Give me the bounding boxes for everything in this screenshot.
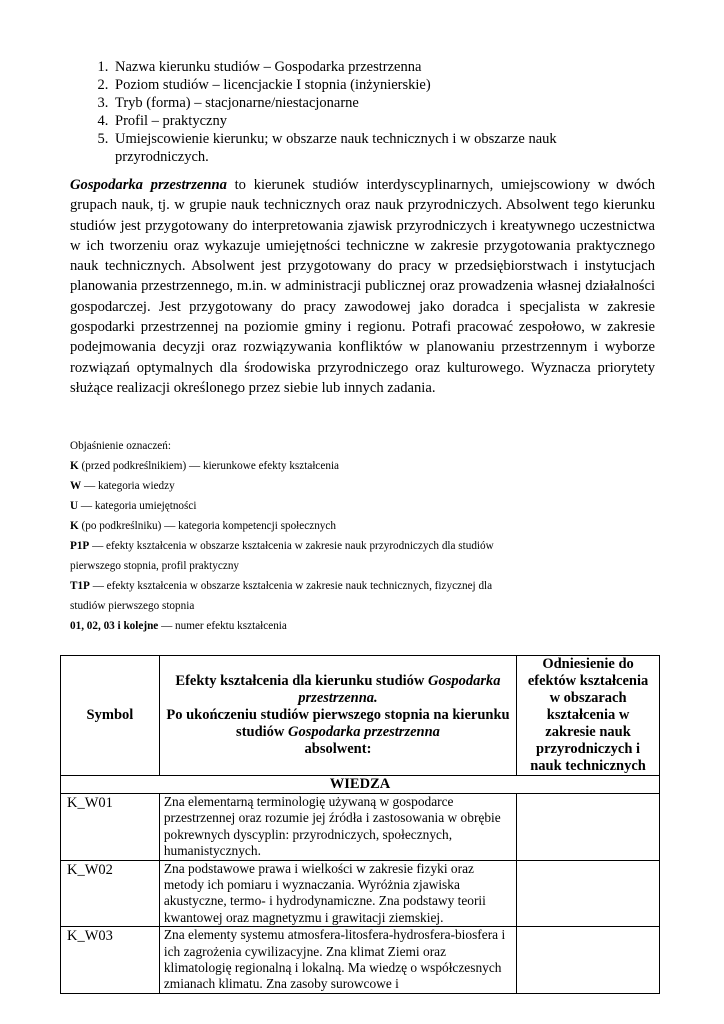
section-title: WIEDZA bbox=[61, 776, 660, 794]
legend-key: K bbox=[70, 460, 79, 472]
list-item: 4. Profil – praktyczny bbox=[112, 112, 632, 130]
legend-key: T1P bbox=[70, 580, 90, 592]
legend-item bbox=[70, 536, 540, 556]
row-description: Zna elementarną terminologię używaną w gospodarce przestrzennej oraz rozumie jej źródła i zastosowania w obrębie pokrewnych dyscyplin: przyrodniczych, społecznych, humanistycznych. bbox=[159, 794, 516, 861]
legend-text: (przed podkreślnikiem) — kierunkowe efekty kształcenia bbox=[78, 460, 340, 472]
header-effects-italic: Gospodarka przestrzenna. bbox=[298, 673, 501, 706]
table-row bbox=[61, 927, 660, 994]
description-lead: Gospodarka przestrzenna bbox=[70, 177, 227, 193]
legend-key: W bbox=[70, 480, 82, 492]
legend-key: U bbox=[70, 500, 79, 512]
legend-text: — efekty kształcenia w obszarze kształcenia w zakresie nauk technicznych, fizycznej dla bbox=[89, 580, 493, 592]
header-effects-text: Po ukończeniu studiów pierwszego stopnia na kierunku studiów bbox=[166, 707, 510, 740]
legend-key: P1P bbox=[70, 540, 90, 552]
row-description: Zna podstawowe prawa i wielkości w zakresie fizyki oraz metody ich pomiaru i wyznaczania. Wyróżnia zjawiska akustyczne, termo- i hydrodynamiczne. Zna podstawy teorii kwantowej oraz magnetyzmu i grawitacji ziemskiej. bbox=[159, 860, 516, 927]
legend-item bbox=[70, 616, 540, 636]
row-symbol: K_W02 bbox=[61, 860, 160, 927]
header-effects-text: absolwent: bbox=[304, 741, 372, 757]
legend-text: — numer efektu kształcenia bbox=[158, 620, 287, 632]
header-effects-text: Efekty kształcenia dla kierunku studiów bbox=[175, 673, 429, 689]
row-symbol: K_W01 bbox=[61, 794, 160, 861]
legend-title: Objaśnienie oznaczeń: bbox=[70, 440, 171, 452]
header-reference: Odniesienie do efektów kształcenia w obszarach kształcenia w zakresie nauk przyrodniczych i nauk technicznych bbox=[517, 656, 660, 776]
header-effects-italic: Gospodarka przestrzenna bbox=[288, 724, 440, 740]
legend-item bbox=[70, 556, 540, 576]
legend-key: 01, 02, 03 i kolejne bbox=[70, 620, 159, 632]
table-header-row bbox=[61, 656, 660, 776]
list-item: 2. Poziom studiów – licencjackie I stopnia (inżynierskie) bbox=[112, 76, 632, 94]
table-row bbox=[61, 860, 660, 927]
legend-text: studiów pierwszego stopnia bbox=[70, 600, 195, 612]
legend-item bbox=[70, 576, 540, 596]
program-info-list bbox=[70, 58, 632, 166]
legend-item bbox=[70, 516, 540, 536]
row-reference bbox=[517, 860, 660, 927]
row-symbol: K_W03 bbox=[61, 927, 160, 994]
header-symbol: Symbol bbox=[61, 656, 160, 776]
learning-outcomes-table bbox=[60, 655, 660, 994]
legend-item bbox=[70, 596, 540, 616]
legend-item bbox=[70, 496, 540, 516]
legend-text: (po podkreślniku) — kategoria kompetencji społecznych bbox=[78, 520, 336, 532]
row-description: Zna elementy systemu atmosfera-litosfera-hydrosfera-biosfera i ich zagrożenia cywilizacyjne. Zna klimat Ziemi oraz klimatologię regionalną i lokalną. Ma wiedzę o współczesnych zmianach klimatu. Zna zasoby surowcowe i bbox=[159, 927, 516, 994]
row-reference bbox=[517, 794, 660, 861]
legend-text: pierwszego stopnia, profil praktyczny bbox=[70, 560, 240, 572]
legend-text: — efekty kształcenia w obszarze kształcenia w zakresie nauk przyrodniczych dla studiów bbox=[89, 540, 494, 552]
legend bbox=[70, 436, 540, 636]
legend-key: K bbox=[70, 520, 79, 532]
section-row bbox=[61, 776, 660, 794]
legend-text: — kategoria wiedzy bbox=[81, 480, 175, 492]
table-row bbox=[61, 794, 660, 861]
header-effects bbox=[159, 656, 516, 776]
legend-text: — kategoria umiejętności bbox=[78, 500, 197, 512]
list-item: 5. Umiejscowienie kierunku; w obszarze nauk technicznych i w obszarze nauk przyrodniczych. bbox=[112, 130, 632, 166]
legend-item bbox=[70, 456, 540, 476]
list-item: 3. Tryb (forma) – stacjonarne/niestacjonarne bbox=[112, 94, 632, 112]
legend-item bbox=[70, 476, 540, 496]
description-body: to kierunek studiów interdyscyplinarnych, umiejscowiony w dwóch grupach nauk, tj. w grupie nauk technicznych oraz nauk przyrodniczych. Absolwent tego kierunku studiów jest przygotowany do interpretowania zjawisk przyrodniczych i kreatywnego uczestnictwa w ich tworzeniu oraz wykazuje umiejętności techniczne w zakresie przygotowania praktycznego nauk technicznych. Absolwent jest przygotowany do pracy w przedsiębiorstwach i instytucjach planowania przestrzennego, m.in. w administracji publicznej oraz prowadzenia własnej działalności gospodarczej. Jest przygotowany do pracy zawodowej jako doradca i specjalista w zakresie gospodarki przestrzennej na poziomie gminy i regionu. Potrafi pracować zespołowo, w zakresie podejmowania decyzji oraz rozwiązywania konfliktów w planowaniu przestrzennym i wyborze rozwiązań optymalnych dla środowiska przyrodniczego oraz kulturowego. Wyznacza priorytety służące realizacji określonego przez siebie lub innych zadania. bbox=[70, 177, 655, 396]
list-item: 1. Nazwa kierunku studiów – Gospodarka przestrzenna bbox=[112, 58, 632, 76]
program-description bbox=[70, 175, 655, 398]
row-reference bbox=[517, 927, 660, 994]
